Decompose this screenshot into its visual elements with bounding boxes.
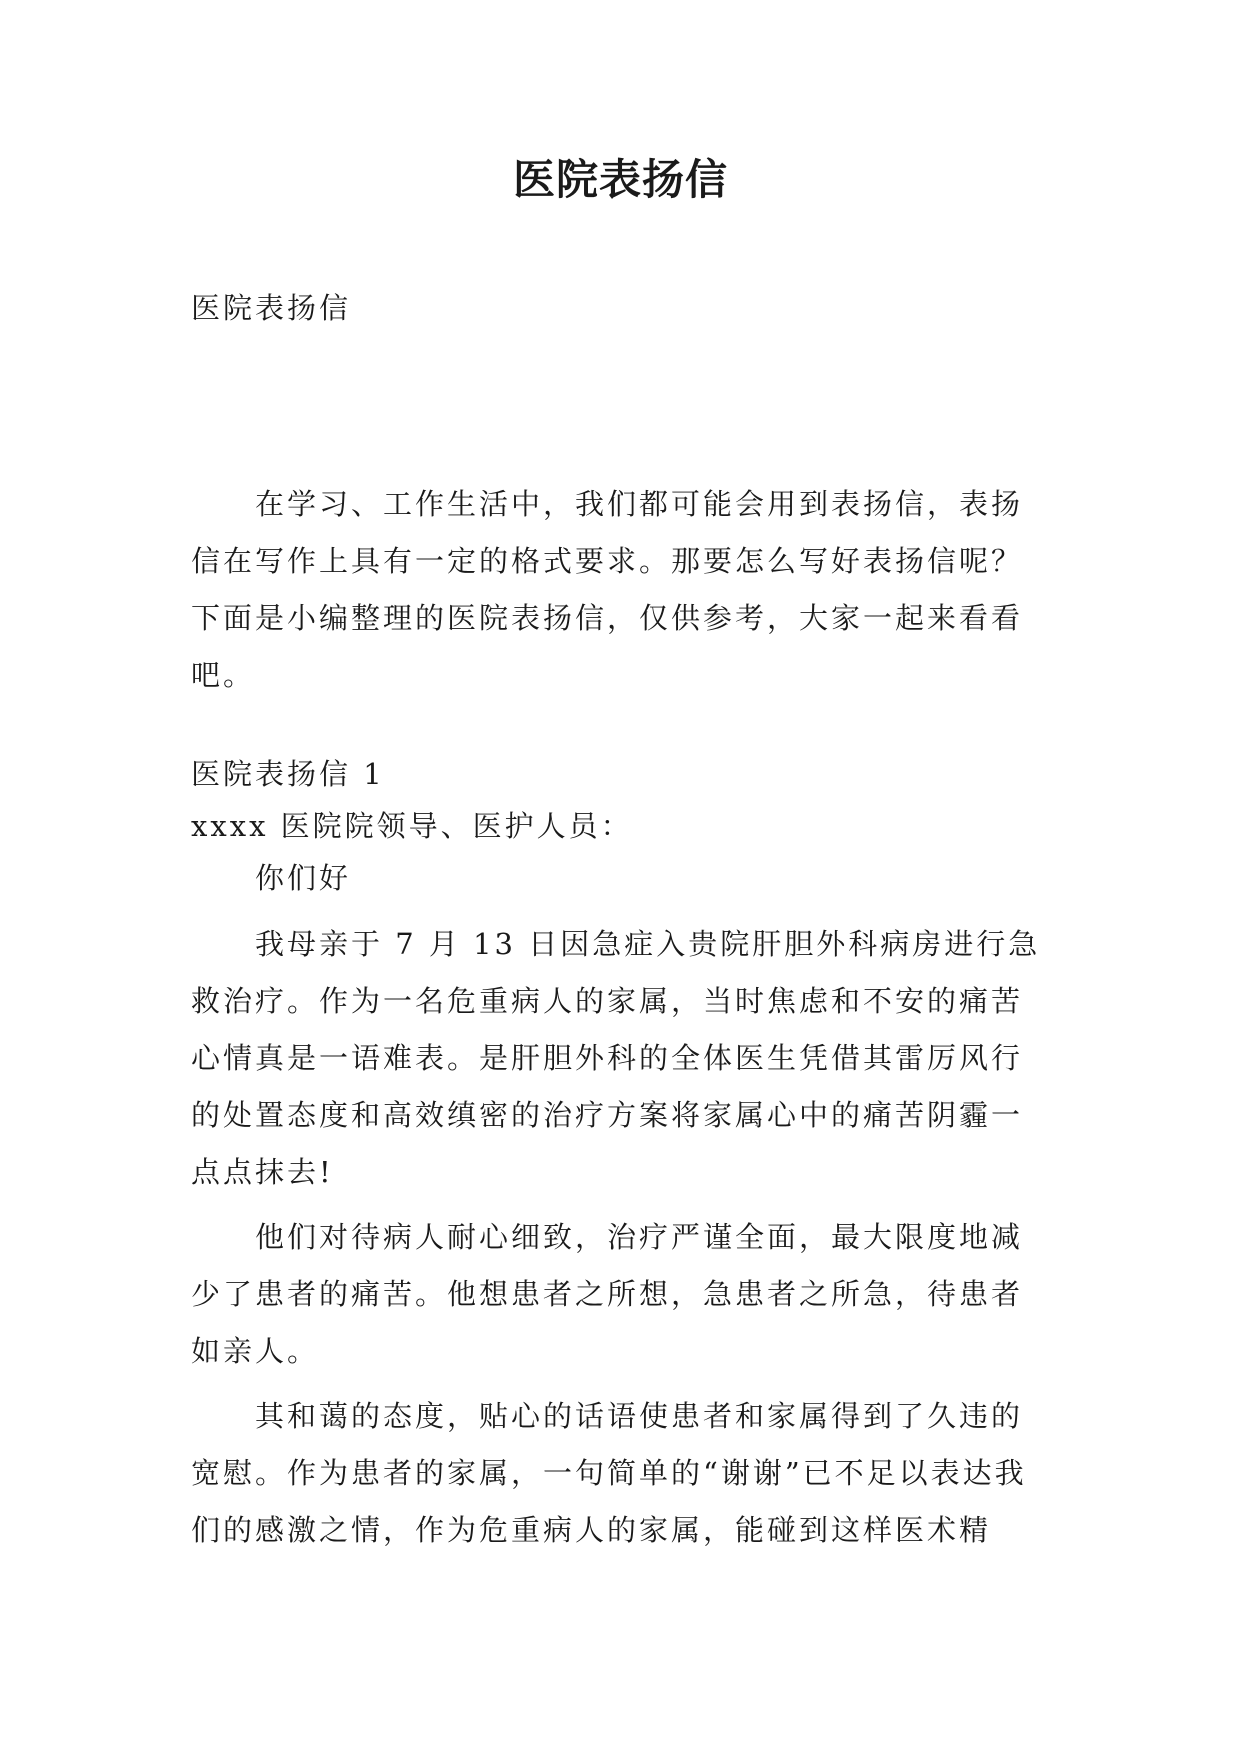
body-paragraph-3: 其和蔼的态度，贴心的话语使患者和家属得到了久违的宽慰。作为患者的家属，一句简单的“谢谢”已不足以表达我们的感激之情，作为危重病人的家属，能碰到这样医术精 bbox=[191, 1399, 1027, 1547]
document-body bbox=[191, 288, 1053, 1559]
letter-salutation: xxxx 医院院领导、医护人员： bbox=[191, 809, 633, 843]
body-paragraph-2: 他们对待病人耐心细致，治疗严谨全面，最大限度地减少了患者的痛苦。他想患者之所想，急患者之所急，待患者如亲人。 bbox=[191, 1220, 1024, 1368]
body-paragraph-1: 我母亲于 7 月 13 日因急症入贵院肝胆外科病房进行急救治疗。作为一名危重病人的家属，当时焦虑和不安的痛苦心情真是一语难表。是肝胆外科的全体医生凭借其雷厉风行的处置态度和高效缜密的治疗方案将家属心中的痛苦阴霾一点点抹去! bbox=[191, 927, 1041, 1189]
letter-greeting: 你们好 bbox=[255, 861, 352, 895]
document-title: 医院表扬信 bbox=[512, 155, 728, 204]
section-heading: 医院表扬信 1 bbox=[191, 757, 385, 791]
intro-paragraph: 在学习、工作生活中，我们都可能会用到表扬信，表扬信在写作上具有一定的格式要求。那要怎么写好表扬信呢？下面是小编整理的医院表扬信，仅供参考，大家一起来看看吧。 bbox=[191, 487, 1024, 692]
document-subtitle: 医院表扬信 bbox=[191, 291, 352, 325]
